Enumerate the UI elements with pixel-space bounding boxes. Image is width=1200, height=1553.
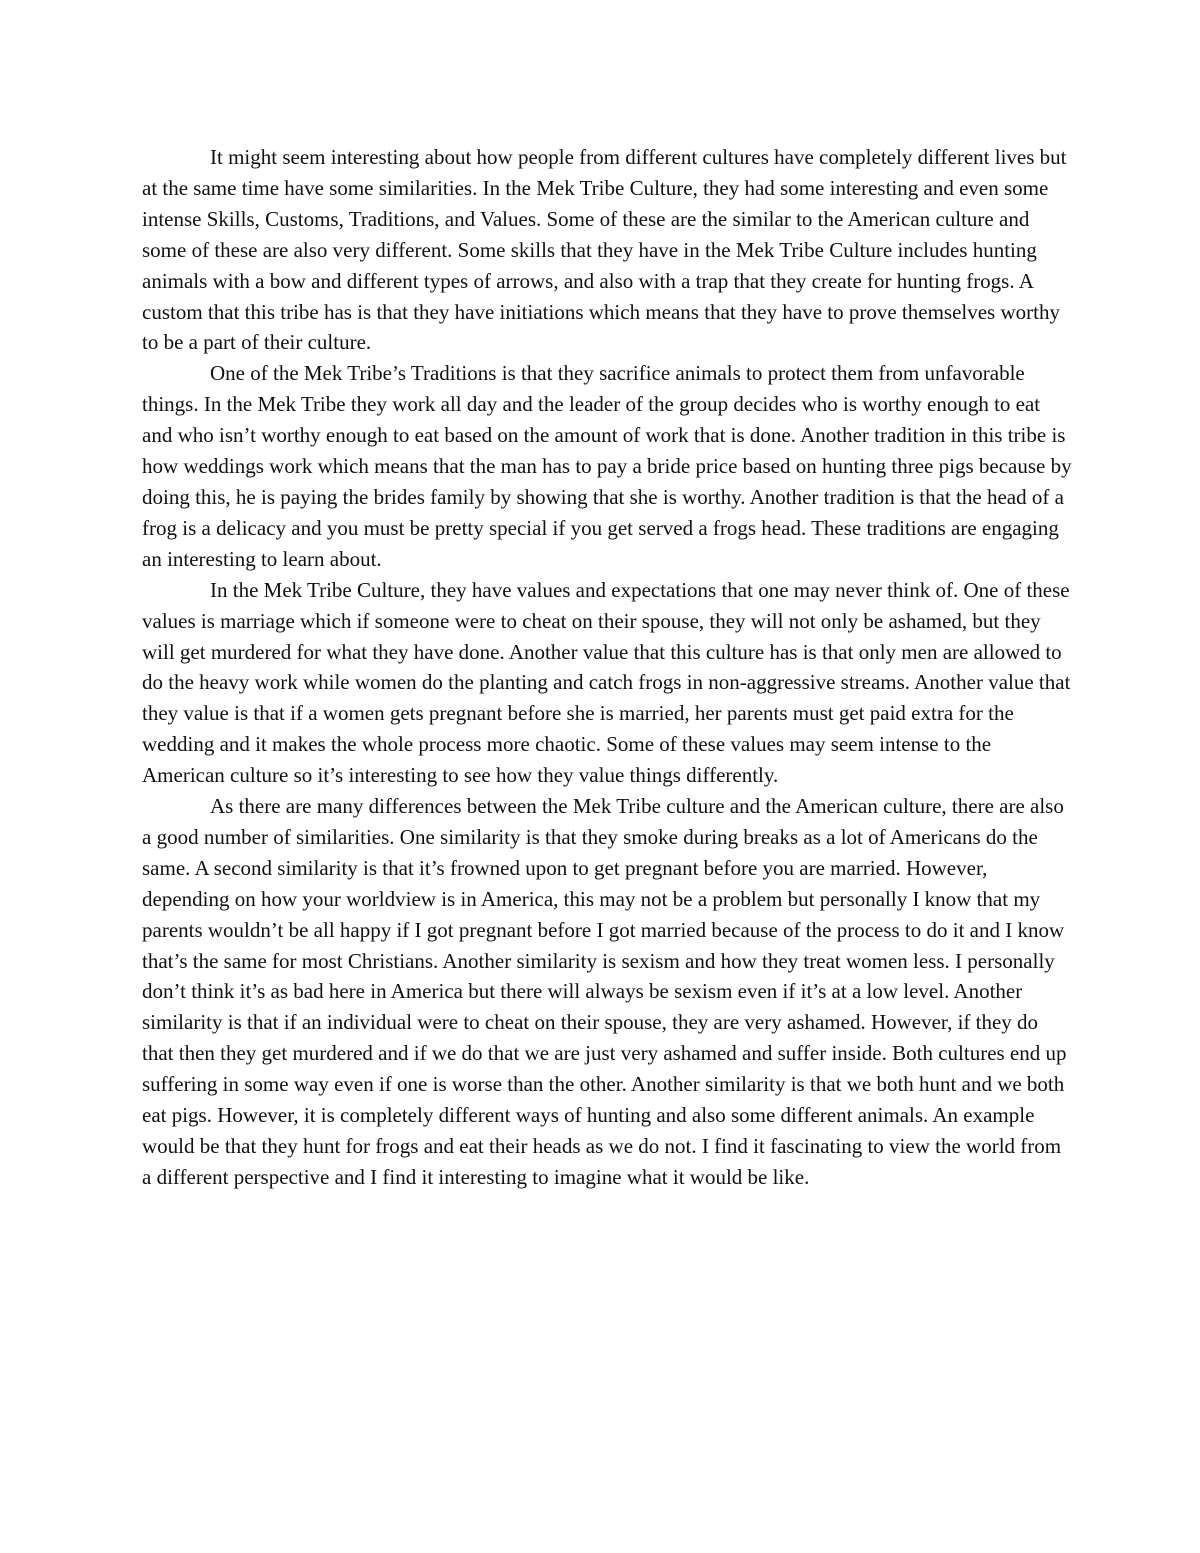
essay-body: [142, 142, 1072, 1193]
paragraph-2: One of the Mek Tribe’s Traditions is that they sacrifice animals to protect them from unfavorable things. In the Mek Tribe they work all day and the leader of the group decides who is worthy enough to eat and who isn’t worthy enough to eat based on the amount of work that is done. Another tradition in this tribe is how weddings work which means that the man has to pay a bride price based on hunting three pigs because by doing this, he is paying the brides family by showing that she is worthy. Another tradition is that the head of a frog is a delicacy and you must be pretty special if you get served a frogs head. These traditions are engaging an interesting to learn about.: [142, 361, 1072, 571]
paragraph-4: As there are many differences between the Mek Tribe culture and the American culture, there are also a good number of similarities. One similarity is that they smoke during breaks as a lot of Americans do the same. A second similarity is that it’s frowned upon to get pregnant before you are married. However, depending on how your worldview is in America, this may not be a problem but personally I know that my parents wouldn’t be all happy if I got pregnant before I got married because of the process to do it and I know that’s the same for most Christians. Another similarity is sexism and how they treat women less. I personally don’t think it’s as bad here in America but there will always be sexism even if it’s at a low level. Another similarity is that if an individual were to cheat on their spouse, they are very ashamed. However, if they do that then they get murdered and if we do that we are just very ashamed and suffer inside. Both cultures end up suffering in some way even if one is worse than the other. Another similarity is that we both hunt and we both eat pigs. However, it is completely different ways of hunting and also some different animals. An example would be that they hunt for frogs and eat their heads as we do not. I find it fascinating to view the world from a different perspective and I find it interesting to imagine what it would be like.: [142, 794, 1067, 1189]
paragraph-3: In the Mek Tribe Culture, they have values and expectations that one may never think of. One of these values is marriage which if someone were to cheat on their spouse, they will not only be ashamed, but they will get murdered for what they have done. Another value that this culture has is that only men are allowed to do the heavy work while women do the planting and catch frogs in non-aggressive streams. Another value that they value is that if a women gets pregnant before she is married, her parents must get paid extra for the wedding and it makes the whole process more chaotic. Some of these values may seem intense to the American culture so it’s interesting to see how they value things differently.: [142, 577, 1071, 788]
paragraph-1: It might seem interesting about how people from different cultures have completely different lives but at the same time have some similarities. In the Mek Tribe Culture, they had some interesting and even some intense Skills, Customs, Traditions, and Values. Some of these are the similar to the American culture and some of these are also very different. Some skills that they have in the Mek Tribe Culture includes hunting animals with a bow and different types of arrows, and also with a trap that they create for hunting frogs. A custom that this tribe has is that they have initiations which means that they have to prove themselves worthy to be a part of their culture.: [142, 145, 1067, 355]
